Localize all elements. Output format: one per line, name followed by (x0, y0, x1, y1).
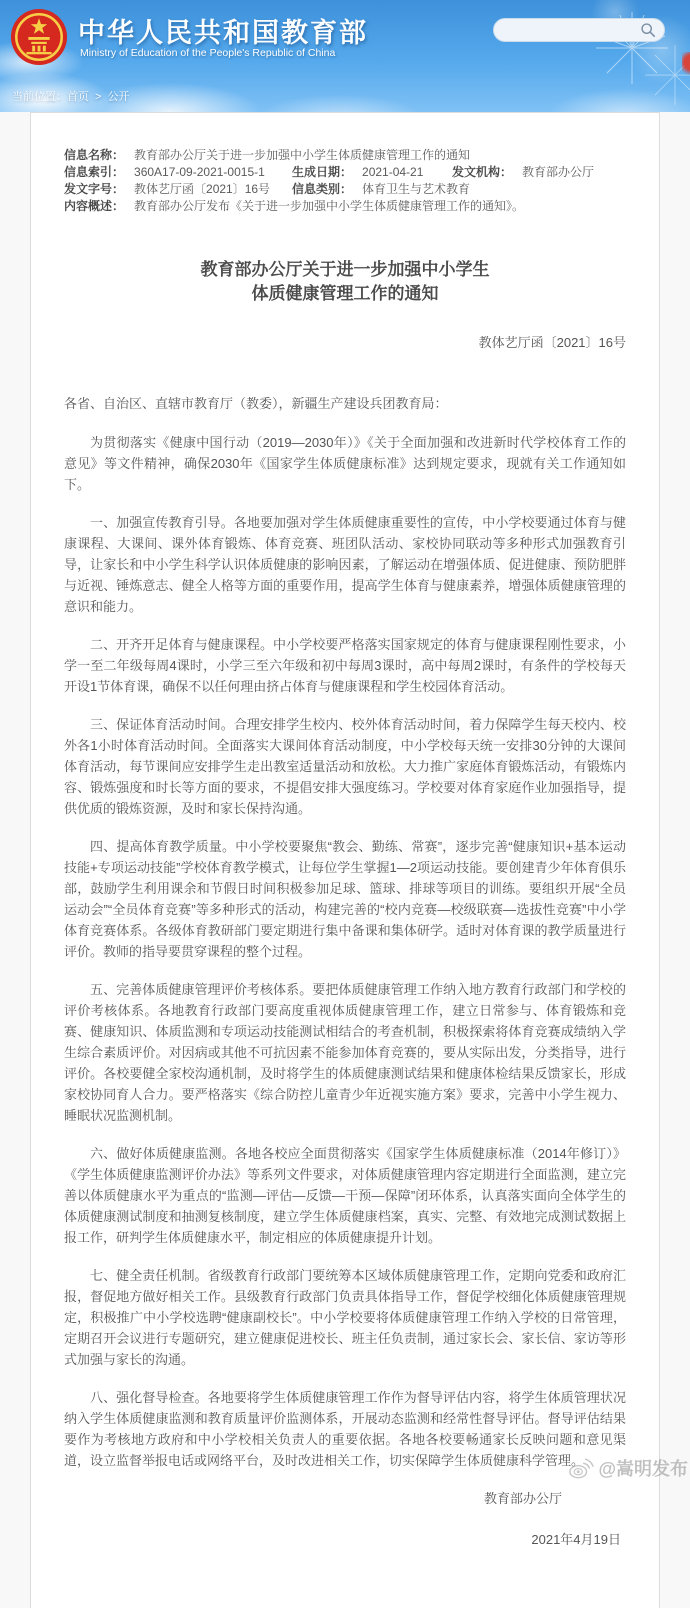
document-meta (64, 147, 626, 214)
meta-category-value: 体育卫生与艺术教育 (362, 182, 471, 196)
breadcrumb (12, 88, 129, 104)
search-box[interactable] (493, 18, 665, 42)
meta-row-name (64, 147, 626, 163)
salutation: 各省、自治区、直辖市教育厅（教委），新疆生产建设兵团教育局： (64, 396, 448, 411)
meta-date-value: 2021-04-21 (362, 165, 424, 179)
page-title-line2: 体质健康管理工作的通知 (251, 284, 439, 303)
page-title (64, 258, 626, 306)
sign-date: 2021年4月19日 (531, 1532, 621, 1547)
site-header (0, 0, 690, 112)
search-icon[interactable] (640, 22, 656, 38)
meta-docno-label: 发文字号： (64, 182, 125, 196)
paragraph: 二、开齐开足体育与健康课程。中小学校要严格落实国家规定的体育与健康课程刚性要求，小学一至二年级每周4课时，小学三至六年级和初中每周3课时，高中每周2课时，有条件的学校每天开设1节体育课，确保不以任何理由挤占体育与健康课程和学生校园体育活动。 (64, 637, 626, 694)
meta-index-label: 信息索引： (64, 165, 125, 179)
doc-number: 教体艺厅函〔2021〕16号 (478, 335, 626, 350)
breadcrumb-prefix: 当前位置： (12, 91, 67, 103)
paragraph: 一、加强宣传教育引导。各地要加强对学生体质健康重要性的宣传，中小学校要通过体育与健康课程、大课间、课外体育锻炼、体育竞赛、班团队活动、家校协同联动等多种形式加强教育引导，让家长和中小学生科学认识体质健康的影响因素，了解运动在增强体质、促进健康、预防肥胖与近视、锤炼意志、健全人格等方面的重要作用，提高学生体育与健康素养，增强体质健康管理的意识和能力。 (64, 515, 626, 614)
meta-name-label: 信息名称： (64, 148, 125, 162)
meta-row-index (64, 164, 626, 180)
breadcrumb-separator: > (95, 91, 102, 103)
meta-summary-value: 教育部办公厅发布《关于进一步加强中小学生体质健康管理工作的通知》。 (134, 199, 525, 213)
red-flower-decoration (682, 52, 690, 78)
paragraph: 三、保证体育活动时间。合理安排学生校内、校外体育活动时间，着力保障学生每天校内、校外各1小时体育活动时间。全面落实大课间体育活动制度，中小学校每天统一安排30分钟的大课间体育活动，每节课间应安排学生走出教室适量活动和放松。大力推广家庭体育锻炼活动，有锻炼内容、锻炼强度和时长等方面的要求，不提倡安排大强度练习。学校要对体育家庭作业加强指导，提供优质的锻炼资源，及时和家长保持沟通。 (64, 717, 626, 816)
paragraph: 四、提高体育教学质量。中小学校要聚焦“教会、勤练、常赛”，逐步完善“健康知识+基本运动技能+专项运动技能”学校体育教学模式，让每位学生掌握1—2项运动技能。要创建青少年体育俱乐部，鼓励学生利用课余和节假日时间积极参加足球、篮球、排球等项目的训练。要组织开展“全员运动会”“全员体育竞赛”等多种形式的活动，构建完善的“校内竞赛—校级联赛—选拔性竞赛”中小学体育竞赛体系。各级体育教研部门要定期进行集中备课和集体研学。适时对体育课的教学质量进行评价。教师的指导要贯穿课程的整个过程。 (64, 839, 626, 959)
meta-category-label: 信息类别： (292, 182, 353, 196)
meta-agency-value: 教育部办公厅 (522, 165, 595, 179)
paragraph: 六、做好体质健康监测。各地各校应全面贯彻落实《国家学生体质健康标准（2014年修订）》《学生体质健康监测评价办法》等系列文件要求，对体质健康管理内容定期进行全面监测，建立完善以体质健康水平为重点的“监测—评估—反馈—干预—保障”闭环体系，认真落实面向全体学生的体质健康测试制度和抽测复核制度，建立学生体质健康档案，真实、完整、有效地完成测试数据上报工作，研判学生体质健康水平，制定相应的体质健康提升计划。 (64, 1146, 626, 1245)
paragraph: 七、健全责任机制。省级教育行政部门要统筹本区域体质健康管理工作，定期向党委和政府汇报，督促地方做好相关工作。县级教育行政部门负责具体指导工作，督促学校细化体质健康管理规定，积极推广中小学校选聘“健康副校长”。中小学校要将体质健康管理工作纳入学校的日常管理，定期召开会议进行专题研究，建立健康促进校长、班主任负责制，通过家长会、家长信、家访等形式加强与家长的沟通。 (64, 1268, 626, 1367)
page-title-line1: 教育部办公厅关于进一步加强中小学生 (200, 260, 490, 279)
paragraph: 五、完善体质健康管理评价考核体系。要把体质健康管理工作纳入地方教育行政部门和学校的评价考核体系。各地教育行政部门要高度重视体质健康管理工作，建立日常参与、体育锻炼和竞赛、健康知识、体质监测和专项运动技能测试相结合的考查机制，积极探索将体育竞赛成绩纳入学生综合素质评价。对因病或其他不可抗因素不能参加体育竞赛的，要从实际出发，分类指导，进行评价。各校要健全家校沟通机制，及时将学生的体质健康测试结果和健康体检结果反馈家长，形成家校协同育人合力。要严格落实《综合防控儿童青少年近视实施方案》要求，完善中小学生视力、睡眠状况监测机制。 (64, 982, 626, 1123)
search-input[interactable] (506, 23, 640, 37)
watermark-text: @嵩明发布 (598, 1459, 688, 1479)
paragraph: 八、强化督导检查。各地要将学生体质健康管理工作作为督导评估内容，将学生体质管理状况纳入学生体质健康监测和教育质量评价监测体系，开展动态监测和经常性督导评估。督导评估结果要作为考核地方政府和中小学校相关负责人的重要依据。各地各校要畅通家长反映问题和意见渠道，设立监督举报电话或网络平台，及时改进相关工作，切实保障学生体质健康科学管理。 (64, 1390, 626, 1468)
document-panel (30, 112, 660, 1608)
article-body (64, 432, 626, 1471)
meta-docno-value: 教体艺厅函〔2021〕16号 (134, 182, 271, 196)
breadcrumb-link-home[interactable]: 首页 (67, 91, 89, 103)
meta-row-docno (64, 181, 626, 197)
meta-summary-label: 内容概述： (64, 199, 125, 213)
meta-name-value: 教育部办公厅关于进一步加强中小学生体质健康管理工作的通知 (134, 148, 471, 162)
national-emblem-icon (10, 8, 68, 66)
paragraph: 为贯彻落实《健康中国行动（2019—2030年）》《关于全面加强和改进新时代学校体育工作的意见》等文件精神，确保2030年《国家学生体质健康标准》达到规定要求，现就有关工作通知如下。 (64, 435, 626, 492)
signature: 教育部办公厅 (483, 1491, 562, 1506)
meta-row-summary (64, 198, 626, 214)
site-title: 中华人民共和国教育部 (78, 18, 368, 48)
meta-date-label: 生成日期： (292, 165, 353, 179)
meta-agency-label: 发文机构： (452, 165, 513, 179)
site-subtitle: Ministry of Education of the People's Republic of China (80, 47, 336, 59)
breadcrumb-link-public[interactable]: 公开 (107, 91, 130, 103)
meta-index-value: 360A17-09-2021-0015-1 (134, 165, 265, 179)
